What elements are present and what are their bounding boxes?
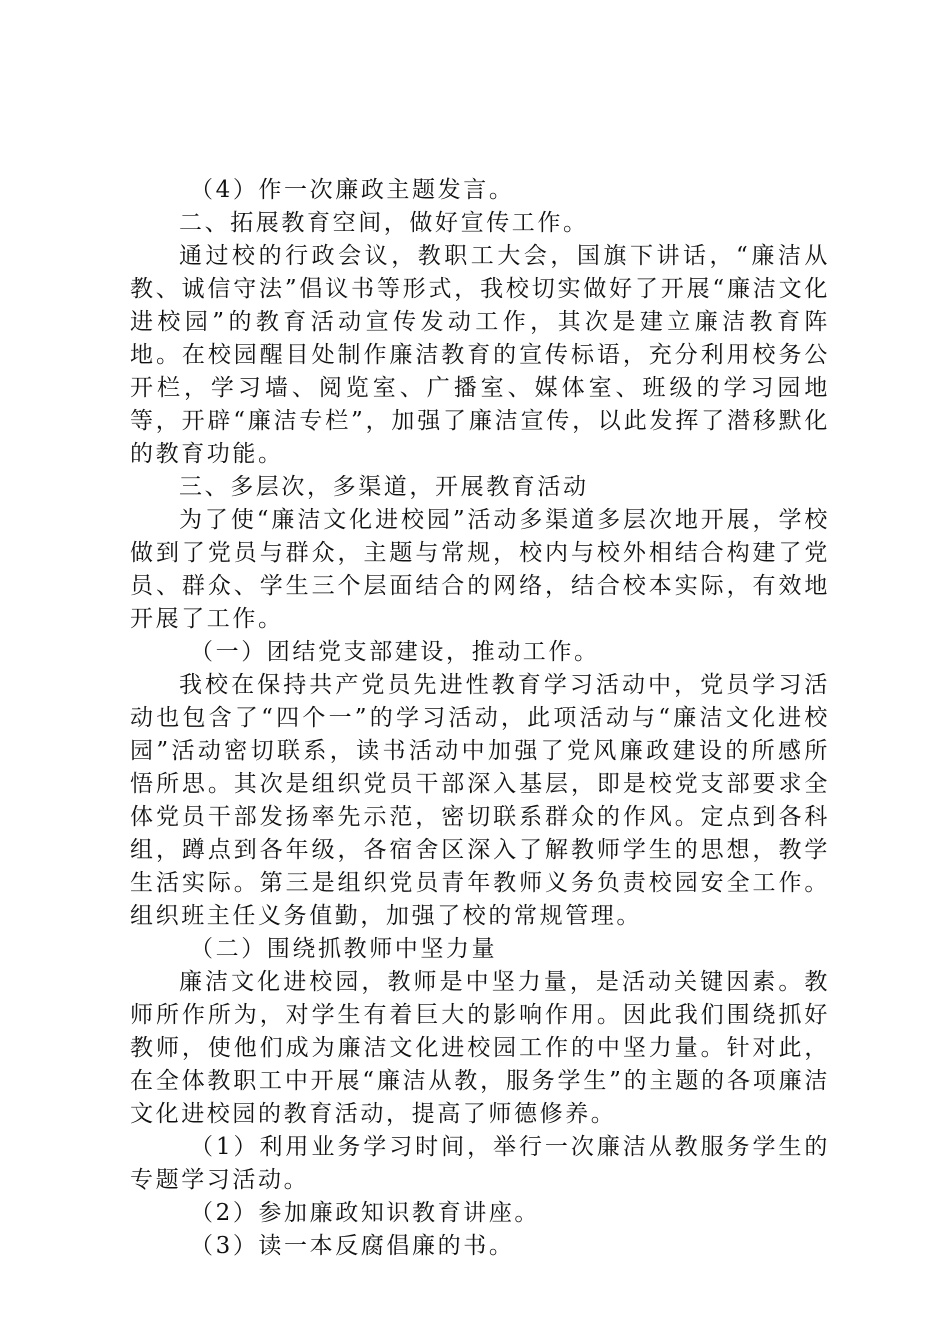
- list-item-4: （4）作一次廉政主题发言。: [190, 177, 515, 203]
- section-heading-3: 三、多层次，多渠道，开展教育活动: [179, 474, 589, 500]
- list-item-3: （3）读一本反腐倡廉的书。: [190, 1233, 515, 1259]
- body-paragraph: 廉洁文化进校园，教师是中坚力量，是活动关键因素。教师所作所为，对学生有着巨大的影响作用。因此我们围绕抓好教师，使他们成为廉洁文化进校园工作的中坚力量。针对此，在全体教职工中开展“廉洁从教，服务学生”的主题的各项廉洁文化进校园的教育活动，提高了师德修养。: [130, 969, 830, 1127]
- subsection-heading-2: （二）围绕抓教师中坚力量: [190, 936, 498, 962]
- subsection-heading-1: （一）团结党支部建设，推动工作。: [190, 639, 600, 665]
- body-paragraph: 通过校的行政会议，教职工大会，国旗下讲话，“廉洁从教、诚信守法”倡议书等形式，我校切实做好了开展“廉洁文化进校园”的教育活动宣传发动工作，其次是建立廉洁教育阵地。在校园醒目处制作廉洁教育的宣传标语，充分利用校务公开栏，学习墙、阅览室、广播室、媒体室、班级的学习园地等，开辟“廉洁专栏”，加强了廉洁宣传，以此发挥了潜移默化的教育功能。: [130, 243, 830, 467]
- body-paragraph: 为了使“廉洁文化进校园”活动多渠道多层次地开展，学校做到了党员与群众，主题与常规，校内与校外相结合构建了党员、群众、学生三个层面结合的网络，结合校本实际，有效地开展了工作。: [130, 507, 830, 632]
- section-heading-2: 二、拓展教育空间，做好宣传工作。: [179, 210, 589, 236]
- body-paragraph: 我校在保持共产党员先进性教育学习活动中，党员学习活动也包含了“四个一”的学习活动，此项活动与“廉洁文化进校园”活动密切联系，读书活动中加强了党风廉政建设的所感所悟所思。其次是组织党员干部深入基层，即是校党支部要求全体党员干部发扬率先示范，密切联系群众的作风。定点到各科组，蹲点到各年级，各宿舍区深入了解教师学生的思想，教学生活实际。第三是组织党员青年教师义务负责校园安全工作。组织班主任义务值勤，加强了校的常规管理。: [130, 672, 830, 929]
- list-item-1: （1）利用业务学习时间，举行一次廉洁从教服务学生的专题学习活动。: [130, 1134, 830, 1193]
- list-item-2: （2）参加廉政知识教育讲座。: [190, 1200, 541, 1226]
- document-page: [130, 174, 830, 1263]
